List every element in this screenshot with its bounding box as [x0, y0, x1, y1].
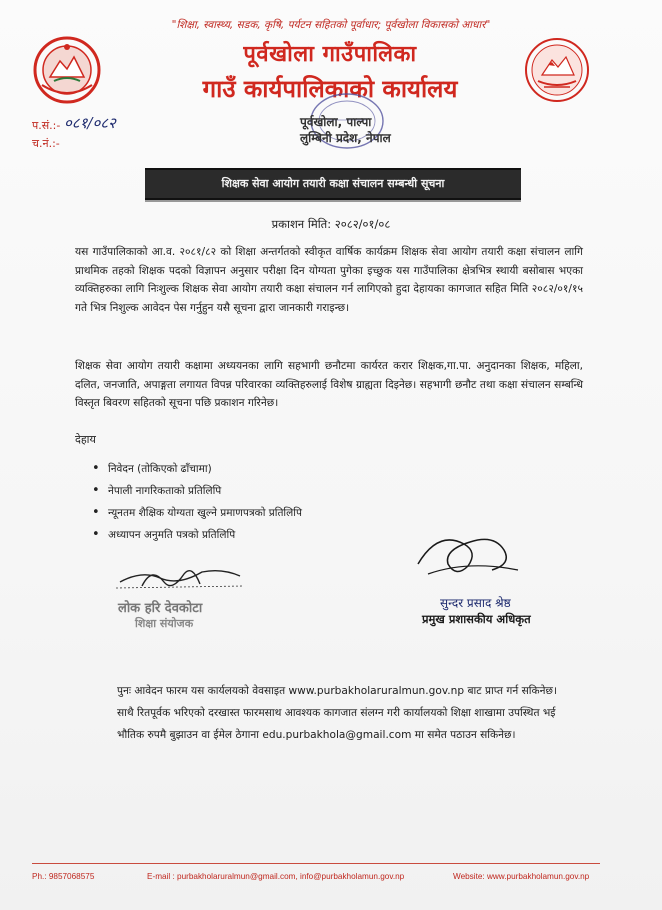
list-item: • निवेदन (तोकिएको ढाँचामा): [92, 458, 302, 480]
list-item: • न्यूनतम शैक्षिक योग्यता खुल्ने प्रमाणपत्रको प्रतिलिपि: [92, 502, 302, 524]
footer-email: E-mail : purbakholaruralmun@gmail.com, info@purbakholamun.gov.np: [147, 872, 405, 881]
footer-website: Website: www.purbakholamun.gov.np: [453, 872, 590, 881]
right-signatory-title: प्रमुख प्रशासकीय अधिकृत: [422, 612, 531, 626]
org-name: पूर्वखोला गाउँपालिका: [243, 42, 417, 67]
palika-emblem-icon: [522, 35, 592, 105]
footer-phone: Ph.: 9857068575: [32, 872, 95, 881]
right-signature-icon: [408, 520, 528, 590]
list-item: • अध्यापन अनुमति पत्रको प्रतिलिपि: [92, 524, 302, 546]
footer-divider: [32, 863, 600, 864]
reference-label: प.सं.:-: [32, 119, 61, 132]
right-signatory-name: सुन्दर प्रसाद श्रेष्ठ: [440, 596, 511, 610]
notice-paragraph-2: शिक्षक सेवा आयोग तयारी कक्षामा अध्ययनका लागि सहभागी छनौटमा कार्यरत करार शिक्षक,गा.पा. अनुदानका शिक्षक, महिला, दलित, जनजाति, अपाङ्गता लगायत विपन्न परिवारका व्यक्तिहरुलाई विशेष ग्राह्यता दिइनेछ। सहभागी छनौट तथा कक्षा संचालन सम्बन्धि विस्तृत बिवरण सहितको सूचना पछि प्रकाशन गरिनेछ।: [75, 360, 583, 409]
notice-paragraph-1: यस गाउँपालिकाको आ.व. २०८१/८२ को शिक्षा अन्तर्गतको स्वीकृत वार्षिक कार्यक्रम शिक्षक सेवा आयोग तयारी कक्षा संचालन लागि प्राथमिक तहको शिक्षक पदको विज्ञापन अनुसार परीक्षा दिन योग्यता पुगेका इच्छुक यस गाउँपालिका क्षेत्रभित्र स्थायी बसोबास भएका व्यक्तिहरुका लागि निःशुल्क शिक्षक सेवा आयोग तयारी कक्षा संचालन गर्न लागिएको हुदा देहायका कागजात सहित मिति २०८२/०१/१५ गते भित्र निशुल्क आवेदन पेस गर्नुहुन यसै सूचना द्वारा जानकारी गराइन्छ।: [75, 246, 583, 314]
notice-title: शिक्षक सेवा आयोग तयारी कक्षा संचालन सम्बन्धी सूचना: [221, 177, 445, 190]
address-line-1: पूर्वखोला, पाल्पा: [300, 115, 372, 129]
nepal-government-emblem-icon: [32, 35, 102, 105]
office-name: गाउँ कार्यपालिकाको कार्यालय: [202, 75, 458, 103]
list-item: • नेपाली नागरिकताको प्रतिलिपि: [92, 480, 302, 502]
documents-label: देहाय: [75, 433, 96, 446]
footnote-text: पुनः आवेदन फारम यस कार्यलयको वेवसाइत www.purbakholaruralmun.gov.np बाट प्राप्त गर्न सकिनेछ। साथै रितपूर्वक भरिएको दरखास्त फारमसाथ आवश्यक कागजात संलग्न गरी कार्यालयको शिक्षा शाखामा उपस्थित भई भौतिक रुपमै बुझाउन वा ईमेल ठेगाना edu.purbakhola@gmail.com मा समेत पठाउन सकिनेछ।: [117, 685, 557, 741]
letterhead-tagline: "शिक्षा, स्वास्थ्य, सडक, कृषि, पर्यटन सहितको पूर्वाधार; पूर्वखोला विकासको आधार": [171, 19, 491, 31]
left-signatory-name: लोक हरि देवकोटा: [118, 601, 203, 616]
dispatch-label: च.नं.:-: [32, 137, 60, 150]
address-line-2: लुम्बिनी प्रदेश, नेपाल: [300, 131, 391, 145]
left-signatory-title: शिक्षा संयोजक: [135, 617, 194, 630]
publication-date: प्रकाशन मिति: २०८२/०१/०८: [271, 217, 391, 231]
reference-number: ०८१/०८२: [64, 114, 116, 132]
notice-title-bar: [145, 168, 521, 200]
required-documents-list: [92, 458, 302, 546]
